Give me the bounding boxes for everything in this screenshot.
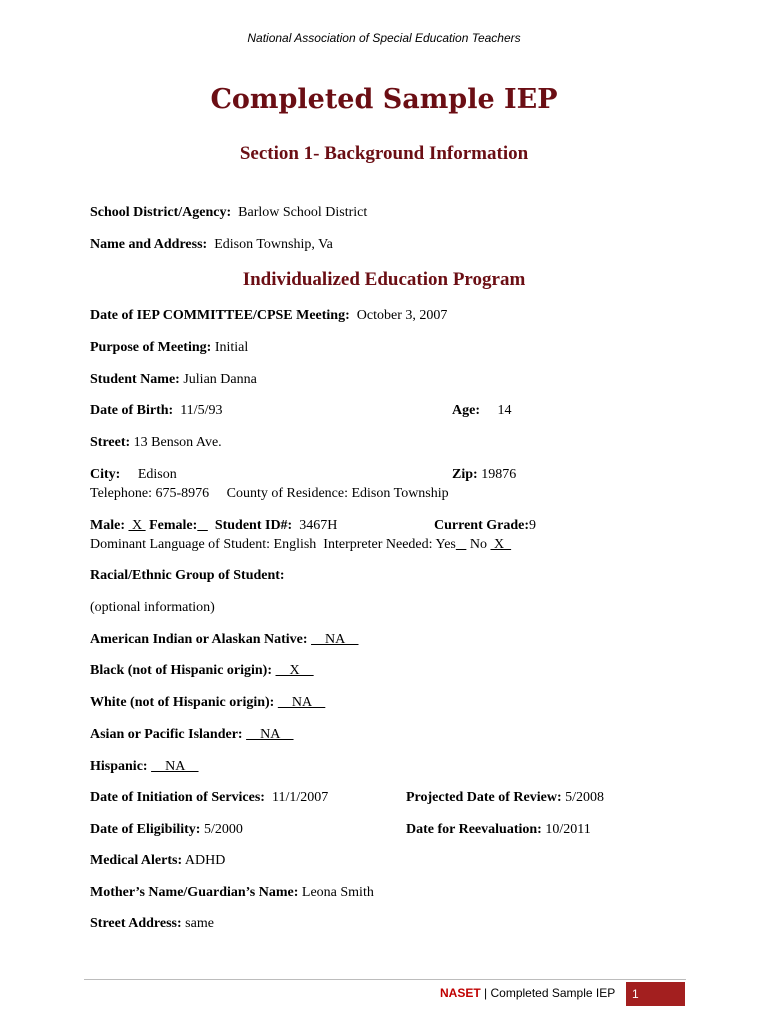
student-name-row bbox=[90, 372, 257, 388]
page-number: 1 bbox=[626, 982, 685, 1006]
meeting-date-value: October 3, 2007 bbox=[356, 308, 448, 323]
mother-value: Leona Smith bbox=[301, 885, 374, 900]
hispanic-value: NA bbox=[151, 759, 199, 774]
street-label: Street: bbox=[90, 435, 131, 450]
white-label: White (not of Hispanic origin): bbox=[90, 695, 275, 710]
purpose-value: Initial bbox=[214, 340, 249, 355]
asian-value: NA bbox=[246, 727, 294, 742]
footer-separator: | bbox=[484, 986, 488, 1000]
footer-divider bbox=[84, 979, 686, 980]
interpreter-yes-value bbox=[456, 537, 467, 552]
racial-heading: Racial/Ethnic Group of Student: bbox=[90, 568, 285, 583]
black-row bbox=[90, 663, 314, 679]
purpose-row bbox=[90, 340, 248, 356]
asian-label: Asian or Pacific Islander: bbox=[90, 727, 243, 742]
zip-row bbox=[452, 467, 516, 483]
student-name-label: Student Name: bbox=[90, 372, 180, 387]
american-indian-row bbox=[90, 632, 359, 648]
zip-label: Zip: bbox=[452, 467, 478, 482]
language-row bbox=[90, 537, 511, 553]
student-id-label: Student ID#: bbox=[214, 518, 293, 533]
footer-doc-title: Completed Sample IEP bbox=[490, 986, 616, 1000]
mother-row bbox=[90, 885, 374, 901]
female-label: Female: bbox=[149, 518, 198, 533]
initiation-row bbox=[90, 790, 328, 806]
name-address-label: Name and Address: bbox=[90, 237, 208, 252]
city-row bbox=[90, 467, 177, 483]
page-footer bbox=[440, 986, 615, 1000]
current-grade-row bbox=[434, 518, 536, 534]
zip-value: 19876 bbox=[481, 467, 517, 482]
street-address-row bbox=[90, 916, 214, 932]
student-name-value: Julian Danna bbox=[183, 372, 257, 387]
white-row bbox=[90, 695, 325, 711]
reevaluation-label: Date for Reevaluation: bbox=[406, 822, 542, 837]
page-header: National Association of Special Education Teachers bbox=[247, 31, 521, 45]
purpose-label: Purpose of Meeting: bbox=[90, 340, 212, 355]
document-title: Completed Sample IEP bbox=[210, 84, 558, 115]
name-address-value: Edison Township, Va bbox=[214, 237, 333, 252]
hispanic-row bbox=[90, 759, 199, 775]
male-value: X bbox=[128, 518, 146, 533]
street-address-label: Street Address: bbox=[90, 916, 182, 931]
projected-review-value: 5/2008 bbox=[565, 790, 605, 805]
eligibility-label: Date of Eligibility: bbox=[90, 822, 201, 837]
dob-value: 11/5/93 bbox=[180, 403, 223, 418]
dob-row bbox=[90, 403, 222, 419]
student-id-value: 3467H bbox=[299, 518, 338, 533]
hispanic-label: Hispanic: bbox=[90, 759, 148, 774]
white-value: NA bbox=[277, 695, 326, 710]
medical-label: Medical Alerts: bbox=[90, 853, 183, 868]
name-address-row bbox=[90, 237, 333, 253]
program-heading: Individualized Education Program bbox=[242, 269, 526, 290]
section-heading: Section 1- Background Information bbox=[239, 143, 529, 164]
medical-row bbox=[90, 853, 225, 869]
meeting-date-label: Date of IEP COMMITTEE/CPSE Meeting: bbox=[90, 308, 350, 323]
county-text: County of Residence: Edison Township bbox=[226, 486, 449, 501]
footer-org: NASET bbox=[440, 986, 481, 1000]
reevaluation-row bbox=[406, 822, 591, 838]
age-value: 14 bbox=[497, 403, 512, 418]
american-indian-label: American Indian or Alaskan Native: bbox=[90, 632, 308, 647]
mother-label: Mother’s Name/Guardian’s Name: bbox=[90, 885, 299, 900]
initiation-label: Date of Initiation of Services: bbox=[90, 790, 265, 805]
projected-review-row bbox=[406, 790, 604, 806]
dob-label: Date of Birth: bbox=[90, 403, 174, 418]
american-indian-value: NA bbox=[311, 632, 359, 647]
reevaluation-value: 10/2011 bbox=[545, 822, 591, 837]
initiation-value: 11/1/2007 bbox=[271, 790, 329, 805]
school-district-value: Barlow School District bbox=[238, 205, 368, 220]
city-value: Edison bbox=[137, 467, 177, 482]
meeting-date-row bbox=[90, 308, 447, 324]
interpreter-no-label: No bbox=[469, 537, 487, 552]
black-value: X bbox=[275, 663, 314, 678]
eligibility-value: 5/2000 bbox=[203, 822, 243, 837]
telephone-text: Telephone: 675-8976 bbox=[90, 486, 210, 501]
street-row bbox=[90, 435, 222, 451]
female-value bbox=[197, 518, 208, 533]
optional-note: (optional information) bbox=[90, 600, 215, 615]
gender-id-row bbox=[90, 518, 337, 534]
interpreter-no-value: X bbox=[490, 537, 512, 552]
street-value: 13 Benson Ave. bbox=[133, 435, 222, 450]
age-row bbox=[452, 403, 512, 419]
age-label: Age: bbox=[452, 403, 480, 418]
medical-value: ADHD bbox=[184, 853, 226, 868]
eligibility-row bbox=[90, 822, 243, 838]
street-address-value: same bbox=[185, 916, 214, 931]
language-text: Dominant Language of Student: English Interpreter Needed: Yes bbox=[90, 537, 456, 552]
school-district-label: School District/Agency: bbox=[90, 205, 232, 220]
current-grade-value: 9 bbox=[529, 518, 536, 533]
telephone-county-row bbox=[90, 486, 449, 502]
city-label: City: bbox=[90, 467, 121, 482]
asian-row bbox=[90, 727, 294, 743]
current-grade-label: Current Grade: bbox=[434, 518, 529, 533]
projected-review-label: Projected Date of Review: bbox=[406, 790, 562, 805]
black-label: Black (not of Hispanic origin): bbox=[90, 663, 273, 678]
male-label: Male: bbox=[90, 518, 125, 533]
school-district-row bbox=[90, 205, 367, 221]
